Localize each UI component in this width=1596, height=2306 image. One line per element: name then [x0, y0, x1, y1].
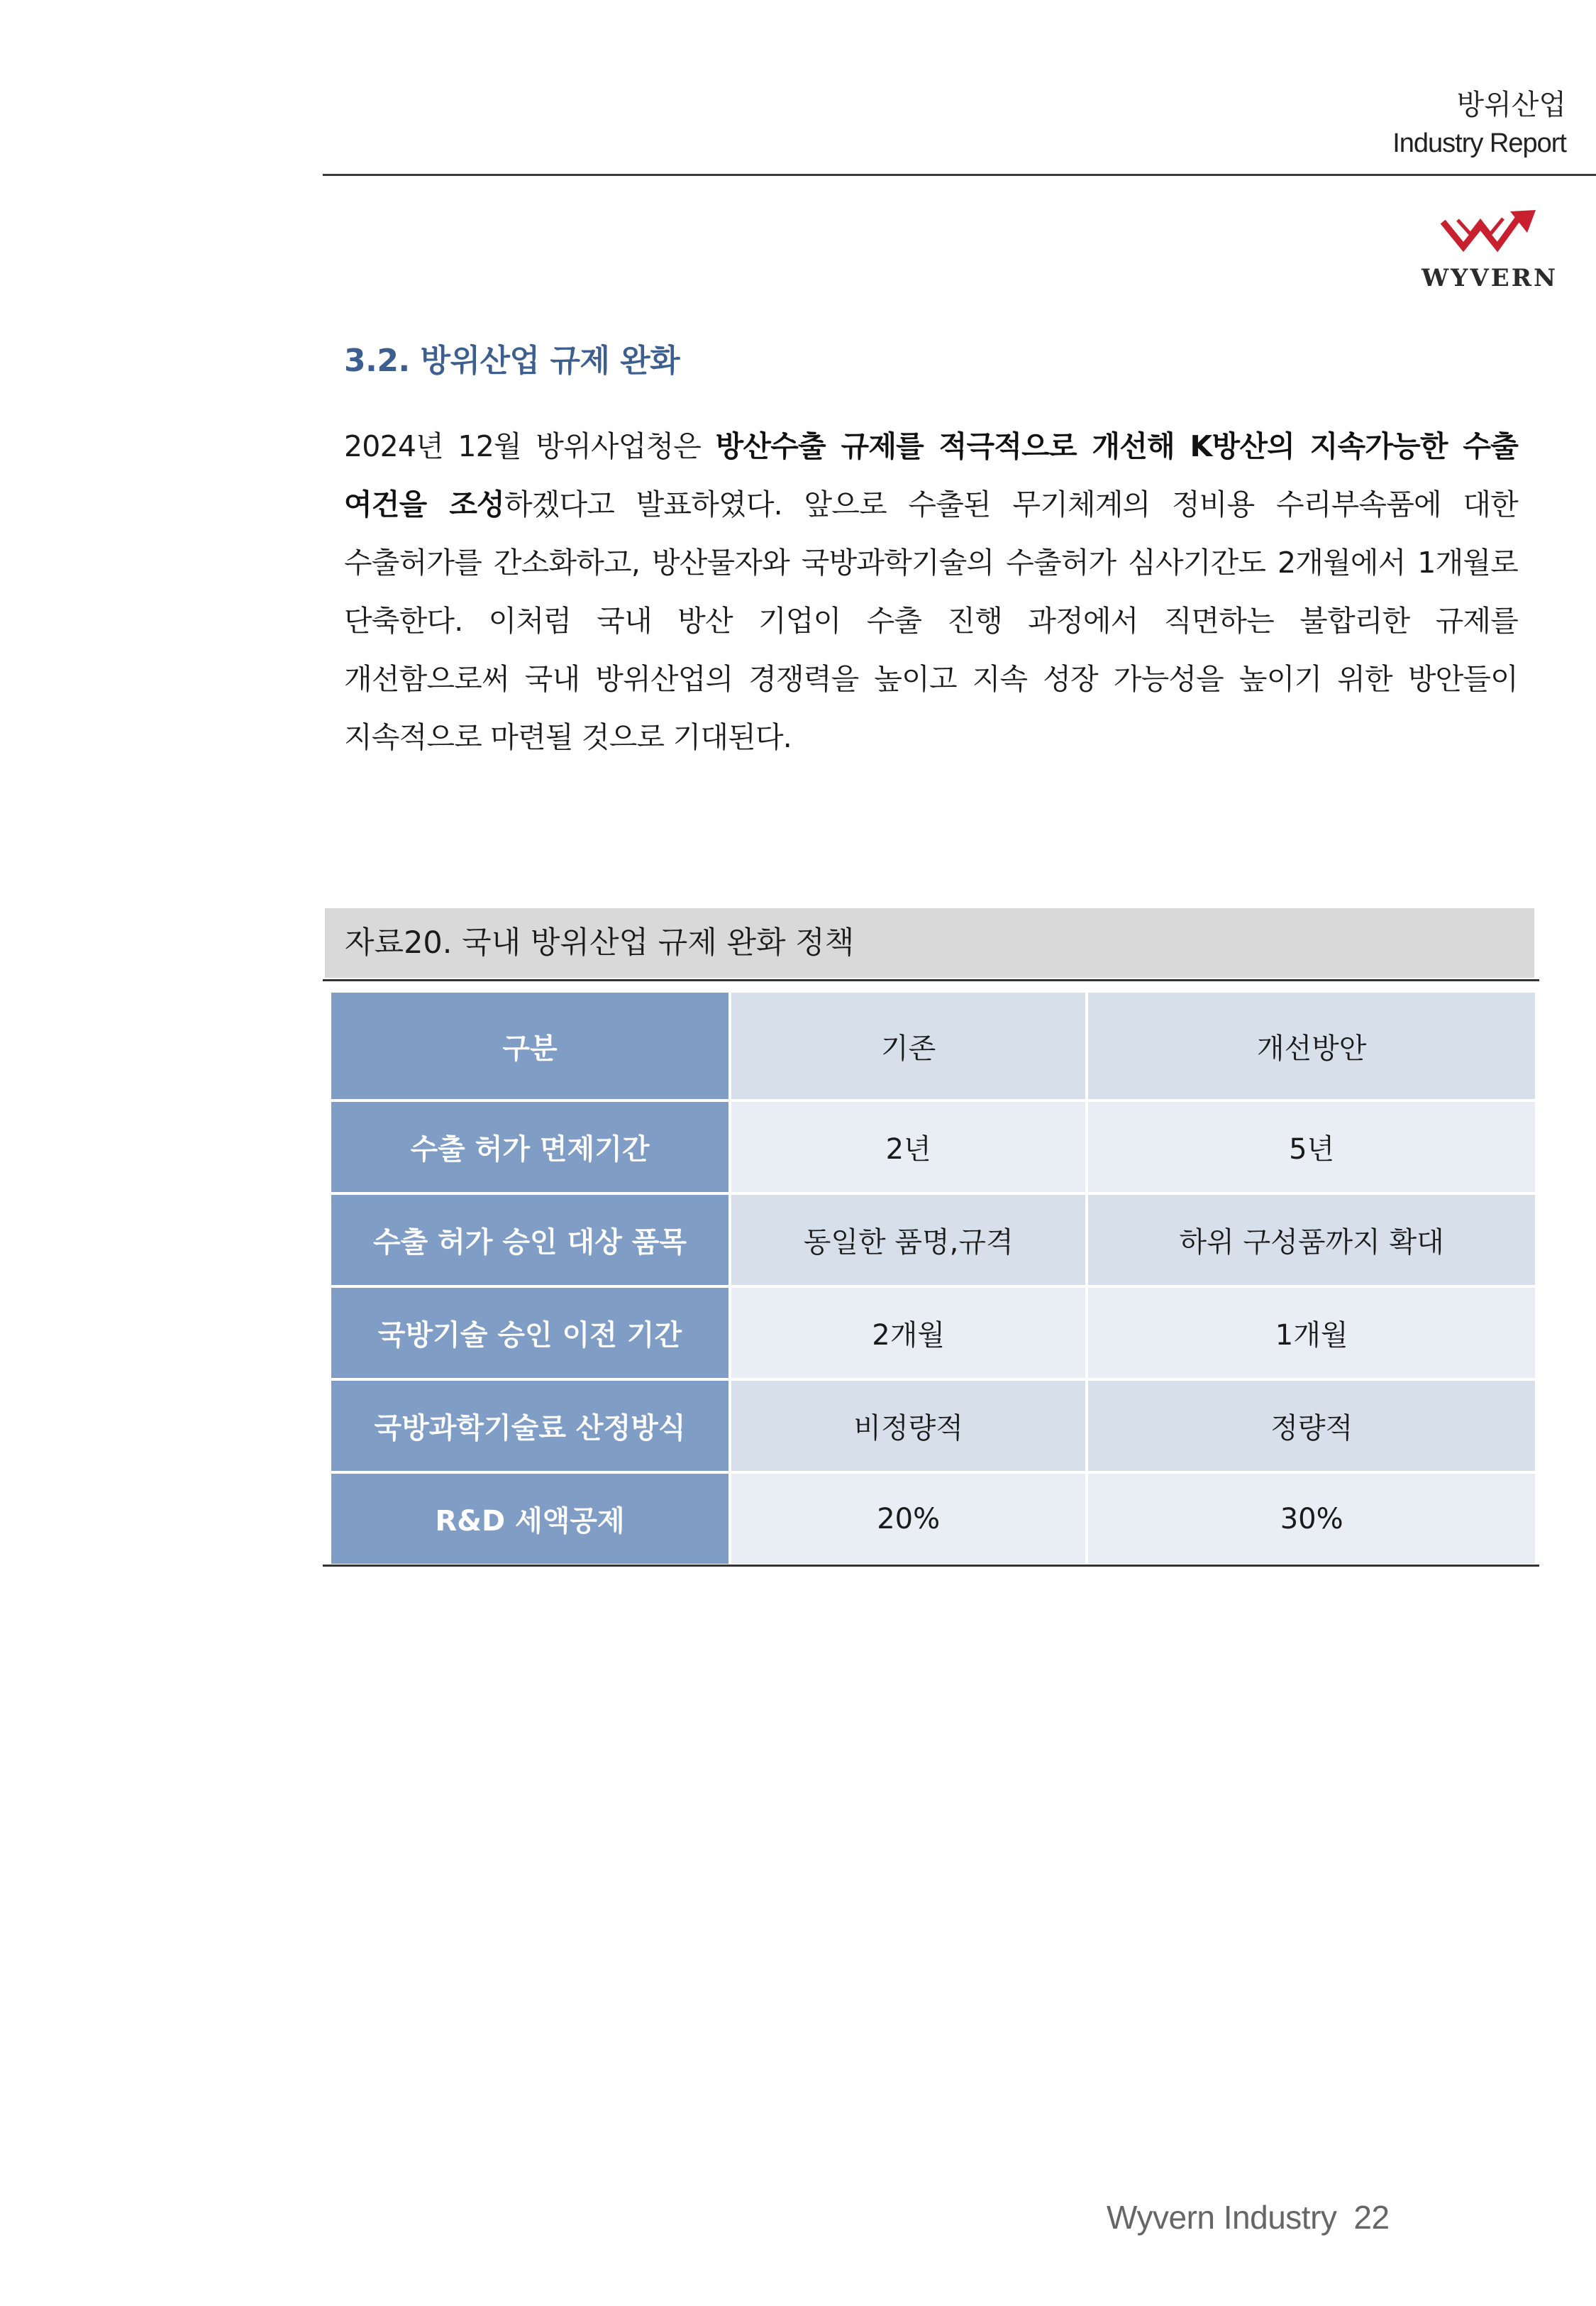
- table-row-category: 수출 허가 면제기간: [331, 1102, 728, 1192]
- table-cell-existing: 비정량적: [731, 1381, 1085, 1471]
- logo-wordmark: WYVERN: [1421, 264, 1558, 292]
- page-footer: [1107, 2198, 1390, 2236]
- table-cell-improvement: 30%: [1088, 1474, 1535, 1564]
- header-report-type: Industry Report: [1392, 128, 1566, 158]
- table-header-row: [331, 993, 1535, 1099]
- regulation-policy-table: [328, 990, 1538, 1567]
- table-row-category: R&D 세액공제: [331, 1474, 728, 1564]
- body-text-start: 2024년 12월 방위사업청은: [344, 429, 716, 463]
- caption-divider: [323, 979, 1539, 981]
- page-header: [1392, 85, 1566, 162]
- table-header-improvement: 개선방안: [1088, 993, 1535, 1099]
- body-text-rest: 하겠다고 발표하였다. 앞으로 수출된 무기체계의 정비용 수리부속품에 대한 수출허가를 간소화하고, 방산물자와 국방과학기술의 수출허가 심사기간도 2개월에서 1개월로 단축한다. 이처럼 국내 방산 기업이 수출 진행 과정에서 직면하는 불합리한 규제를 개선함으로써 국내 방위산업의 경쟁력을 높이고 지속 성장 가능성을 높이기 위한 방안들이 지속적으로 마련될 것으로 기대된다.: [344, 487, 1518, 754]
- table-cell-improvement: 1개월: [1088, 1288, 1535, 1378]
- body-text-emphasis: 방산수출 규제를 적극적으로 개선해 K방산의 지속가능한 수출 여건을 조성: [344, 429, 1519, 522]
- table-cell-existing: 동일한 품명,규격: [731, 1195, 1085, 1285]
- table-bottom-divider: [323, 1565, 1539, 1567]
- table-row-category: 국방기술 승인 이전 기간: [331, 1288, 728, 1378]
- body-paragraph: [344, 417, 1518, 766]
- wyvern-logo: [1415, 204, 1564, 304]
- header-section-name: 방위산업: [1456, 89, 1566, 121]
- table-row: [331, 1102, 1535, 1192]
- table-row: [331, 1381, 1535, 1471]
- table-cell-existing: 2개월: [731, 1288, 1085, 1378]
- table-row-category: 국방과학기술료 산정방식: [331, 1381, 728, 1471]
- table-cell-improvement: 정량적: [1088, 1381, 1535, 1471]
- table-caption: 자료20. 국내 방위산업 규제 완화 정책: [325, 908, 1534, 978]
- table-header-category: 구분: [331, 993, 728, 1099]
- table-row: [331, 1474, 1535, 1564]
- table-cell-existing: 20%: [731, 1474, 1085, 1564]
- table-header-existing: 기존: [731, 993, 1085, 1099]
- table-row-category: 수출 허가 승인 대상 품목: [331, 1195, 728, 1285]
- table-cell-existing: 2년: [731, 1102, 1085, 1192]
- page-number: 22: [1353, 2199, 1390, 2236]
- table-cell-improvement: 하위 구성품까지 확대: [1088, 1195, 1535, 1285]
- footer-company: Wyvern Industry: [1107, 2199, 1337, 2236]
- table-row: [331, 1195, 1535, 1285]
- table-cell-improvement: 5년: [1088, 1102, 1535, 1192]
- wyvern-logo-icon: [1436, 204, 1543, 261]
- header-divider: [323, 174, 1596, 176]
- table-row: [331, 1288, 1535, 1378]
- section-title: 3.2. 방위산업 규제 완화: [344, 343, 680, 379]
